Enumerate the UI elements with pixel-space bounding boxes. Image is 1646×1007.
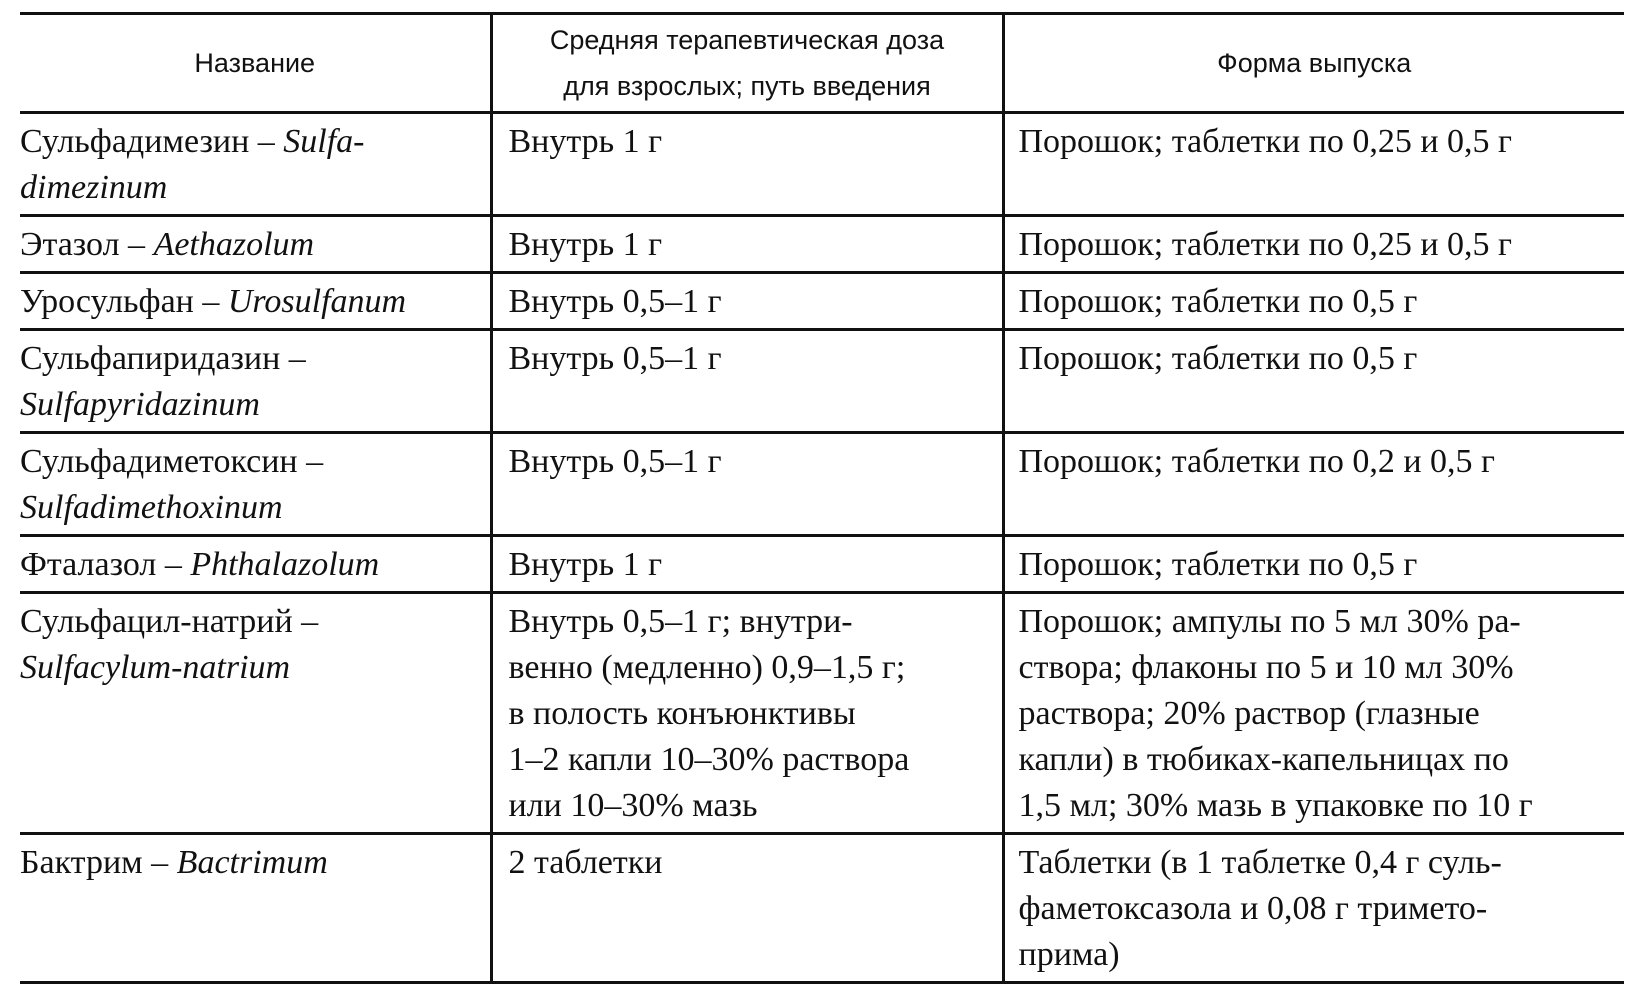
form-cell: Таблетки (в 1 таблетке 0,4 г суль- фаметоксазола и 0,08 г тримето- прима)	[1003, 834, 1624, 983]
drug-name-latin: Bactrimum	[176, 844, 328, 881]
drug-name-ru: Сульфапиридазин –	[20, 340, 306, 377]
dose-cell: Внутрь 0,5–1 г	[491, 433, 1003, 536]
drug-name-latin: Urosulfanum	[227, 283, 407, 320]
table-row	[20, 536, 1624, 593]
header-form: Форма выпуска	[1003, 14, 1624, 113]
header-dose: Средняя терапевтическая доза для взрослых; путь введения	[491, 14, 1003, 113]
table-row	[20, 113, 1624, 216]
drug-name-cell	[20, 216, 491, 273]
drug-name-ru: Уросульфан –	[20, 283, 228, 320]
form-cell: Порошок; таблетки по 0,5 г	[1003, 330, 1624, 433]
drug-name-ru: Этазол –	[20, 226, 154, 263]
drug-name-cell	[20, 113, 491, 216]
drug-name-latin: Sulfacylum-natrium	[20, 649, 291, 686]
table-body	[20, 113, 1624, 983]
dose-cell: Внутрь 1 г	[491, 536, 1003, 593]
dose-cell: Внутрь 1 г	[491, 113, 1003, 216]
drug-name-ru: Бактрим –	[20, 844, 177, 881]
drug-name-cell	[20, 536, 491, 593]
table-row	[20, 216, 1624, 273]
drug-name-cell	[20, 330, 491, 433]
drug-name-latin: Sulfa- dimezinum	[20, 123, 365, 206]
form-cell: Порошок; таблетки по 0,25 и 0,5 г	[1003, 216, 1624, 273]
drug-name-ru: Сульфадимезин –	[20, 123, 284, 160]
table-row	[20, 330, 1624, 433]
form-cell: Порошок; таблетки по 0,5 г	[1003, 273, 1624, 330]
drug-name-cell	[20, 433, 491, 536]
dose-cell: Внутрь 0,5–1 г	[491, 330, 1003, 433]
header-name: Название	[20, 14, 491, 113]
drug-name-cell	[20, 834, 491, 983]
dose-cell: Внутрь 0,5–1 г; внутри- венно (медленно) 0,9–1,5 г; в полость конъюнктивы 1–2 капли 10–30% раствора или 10–30% мазь	[491, 593, 1003, 834]
drug-name-latin: Phthalazolum	[190, 546, 380, 583]
dose-cell: Внутрь 1 г	[491, 216, 1003, 273]
form-cell: Порошок; ампулы по 5 мл 30% ра- створа; флаконы по 5 и 10 мл 30% раствора; 20% раствор (глазные капли) в тюбиках-капельницах по 1,5 мл; 30% мазь в упаковке по 10 г	[1003, 593, 1624, 834]
drug-name-latin: Sulfapyridazinum	[20, 386, 260, 423]
drug-name-cell	[20, 273, 491, 330]
drug-name-latin: Sulfadimethoxinum	[20, 489, 283, 526]
form-cell: Порошок; таблетки по 0,25 и 0,5 г	[1003, 113, 1624, 216]
form-cell: Порошок; таблетки по 0,5 г	[1003, 536, 1624, 593]
drug-name-ru: Фталазол –	[20, 546, 191, 583]
table-header	[20, 14, 1624, 113]
drug-name-ru: Сульфадиметоксин –	[20, 443, 324, 480]
drug-name-cell	[20, 593, 491, 834]
dose-cell: Внутрь 0,5–1 г	[491, 273, 1003, 330]
drug-name-ru: Сульфацил-натрий –	[20, 603, 319, 640]
table-row	[20, 273, 1624, 330]
dose-cell: 2 таблетки	[491, 834, 1003, 983]
table-row	[20, 593, 1624, 834]
drug-table	[20, 12, 1624, 984]
table-row	[20, 433, 1624, 536]
form-cell: Порошок; таблетки по 0,2 и 0,5 г	[1003, 433, 1624, 536]
table-row	[20, 834, 1624, 983]
drug-name-latin: Aethazolum	[153, 226, 315, 263]
